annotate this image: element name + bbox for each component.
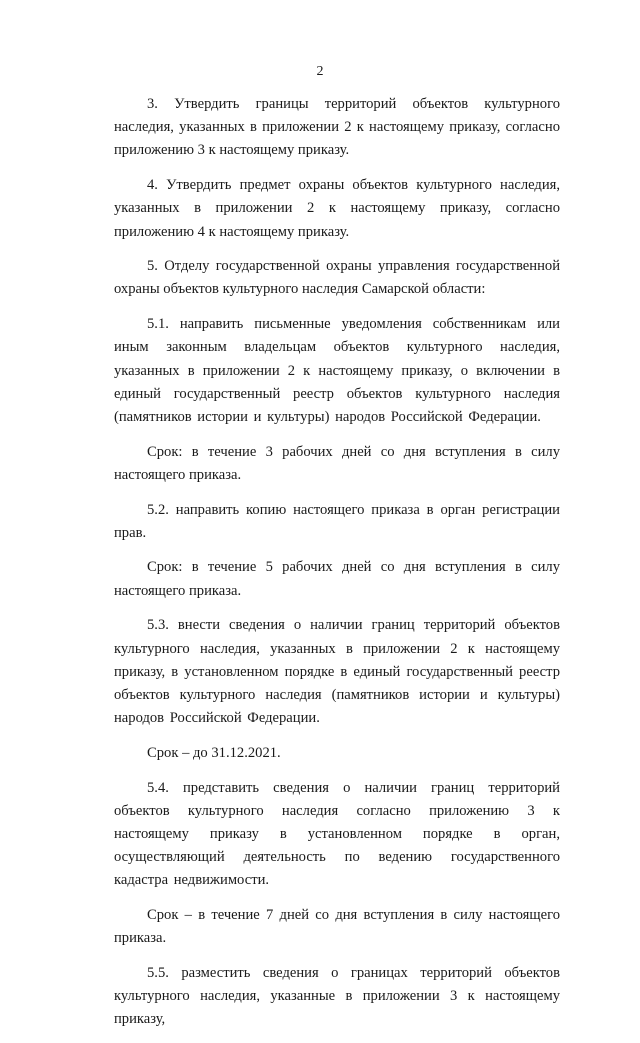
deadline-5-1: Срок: в течение 3 рабочих дней со дня вступления в силу настоящего приказа. [114, 443, 560, 483]
deadline-5-2: Срок: в течение 5 рабочих дней со дня вступления в силу настоящего приказа. [114, 559, 560, 599]
paragraph-item-5-2: 5.2. направить копию настоящего приказа в орган регистрации прав. [114, 501, 560, 541]
page-number: 2 [316, 64, 324, 79]
paragraph-item-5: 5. Отделу государственной охраны управления государственной охраны объектов культурного наследия Самарской области: [114, 258, 560, 298]
document-body [114, 93, 560, 1043]
paragraph-item-4: 4. Утвердить предмет охраны объектов культурного наследия, указанных в приложении 2 к настоящему приказу, согласно приложению 4 к настоящему приказу. [114, 177, 560, 240]
paragraph-item-5-3: 5.3. внести сведения о наличии границ территорий объектов культурного наследия, указанных в приложении 2 к настоящему приказу, в установленном порядке в единый государственный реестр объектов культурного наследия (памятников истории и культуры) народов Российской Федерации. [114, 617, 560, 727]
paragraph-item-5-5: 5.5. разместить сведения о границах территорий объектов культурного наследия, указанные в приложении 3 к настоящему приказу, [114, 965, 560, 1028]
paragraph-item-5-4: 5.4. представить сведения о наличии границ территорий объектов культурного наследия согласно приложению 3 к настоящему приказу в установленном порядке в орган, осуществляющий деятельность по ведению государственного кадастра недвижимости. [114, 779, 560, 889]
paragraph-item-5-1: 5.1. направить письменные уведомления собственникам или иным законным владельцам объектов культурного наследия, указанных в приложении 2 к настоящему приказу, о включении в единый государственный реестр объектов культурного наследия (памятников истории и культуры) народов Российской Федерации. [114, 316, 560, 425]
deadline-5-3: Срок – до 31.12.2021. [147, 744, 281, 761]
deadline-5-4: Срок – в течение 7 дней со дня вступления в силу настоящего приказа. [114, 907, 560, 947]
paragraph-item-3: 3. Утвердить границы территорий объектов культурного наследия, указанных в приложении 2 к настоящему приказу, согласно приложению 3 к настоящему приказу. [114, 96, 560, 159]
